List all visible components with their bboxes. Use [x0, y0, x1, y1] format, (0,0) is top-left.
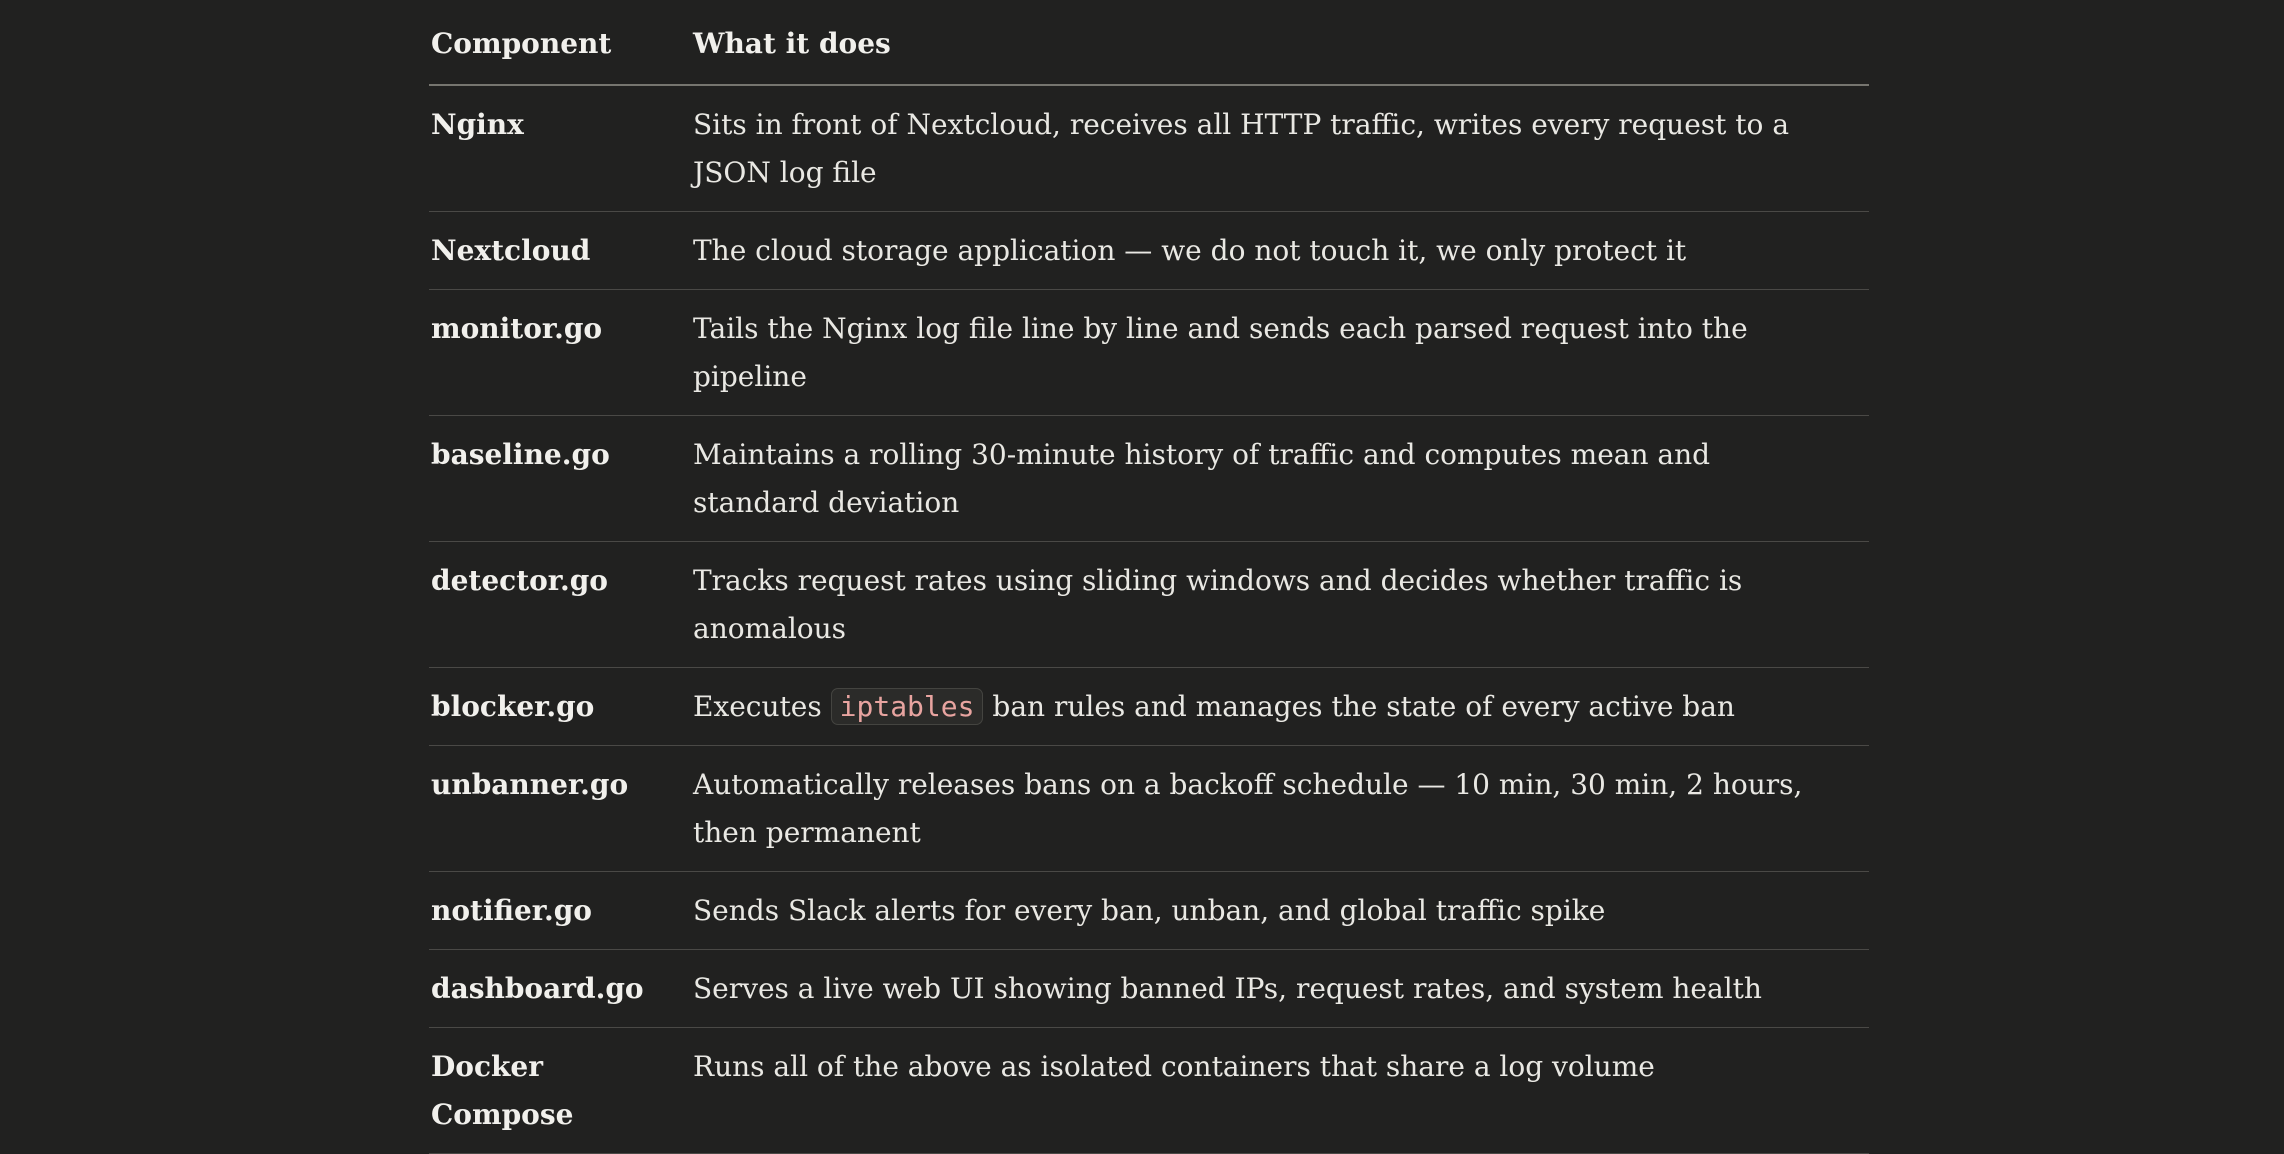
description-cell: Serves a live web UI showing banned IPs, request rates, and system health	[691, 950, 1869, 1028]
table-body	[429, 85, 1869, 1154]
description-cell: Runs all of the above as isolated containers that share a log volume	[691, 1028, 1869, 1154]
component-cell: unbanner.go	[429, 746, 691, 872]
table-row	[429, 542, 1869, 668]
header-component: Component	[429, 0, 691, 85]
component-cell: monitor.go	[429, 290, 691, 416]
description-cell: Tracks request rates using sliding windows and decides whether traffic is anomalous	[691, 542, 1869, 668]
component-cell: blocker.go	[429, 668, 691, 746]
description-cell: Sends Slack alerts for every ban, unban, and global traffic spike	[691, 872, 1869, 950]
description-cell	[691, 668, 1869, 746]
table-row	[429, 290, 1869, 416]
component-cell: baseline.go	[429, 416, 691, 542]
component-cell: Nginx	[429, 85, 691, 212]
description-text-after-code: ban rules and manages the state of every active ban	[992, 690, 1735, 723]
table-row	[429, 85, 1869, 212]
component-cell: notifier.go	[429, 872, 691, 950]
table-row	[429, 872, 1869, 950]
components-table	[429, 0, 1869, 1154]
table-row	[429, 416, 1869, 542]
table-row	[429, 746, 1869, 872]
table-row	[429, 212, 1869, 290]
table-row	[429, 1028, 1869, 1154]
table-header-row	[429, 0, 1869, 85]
description-text-before-code: Executes	[693, 690, 822, 723]
header-description: What it does	[691, 0, 1869, 85]
description-cell: The cloud storage application — we do not touch it, we only protect it	[691, 212, 1869, 290]
table-header	[429, 0, 1869, 85]
description-cell: Maintains a rolling 30-minute history of traffic and computes mean and standard deviation	[691, 416, 1869, 542]
component-cell: detector.go	[429, 542, 691, 668]
description-cell: Automatically releases bans on a backoff schedule — 10 min, 30 min, 2 hours, then permanent	[691, 746, 1869, 872]
description-cell: Sits in front of Nextcloud, receives all HTTP traffic, writes every request to a JSON log file	[691, 85, 1869, 212]
table-row	[429, 668, 1869, 746]
component-cell: Nextcloud	[429, 212, 691, 290]
component-cell: Docker Compose	[429, 1028, 691, 1154]
table-row	[429, 950, 1869, 1028]
component-cell: dashboard.go	[429, 950, 691, 1028]
description-cell: Tails the Nginx log file line by line and sends each parsed request into the pipeline	[691, 290, 1869, 416]
inline-code: iptables	[831, 688, 984, 725]
components-table-container	[429, 0, 1869, 1154]
